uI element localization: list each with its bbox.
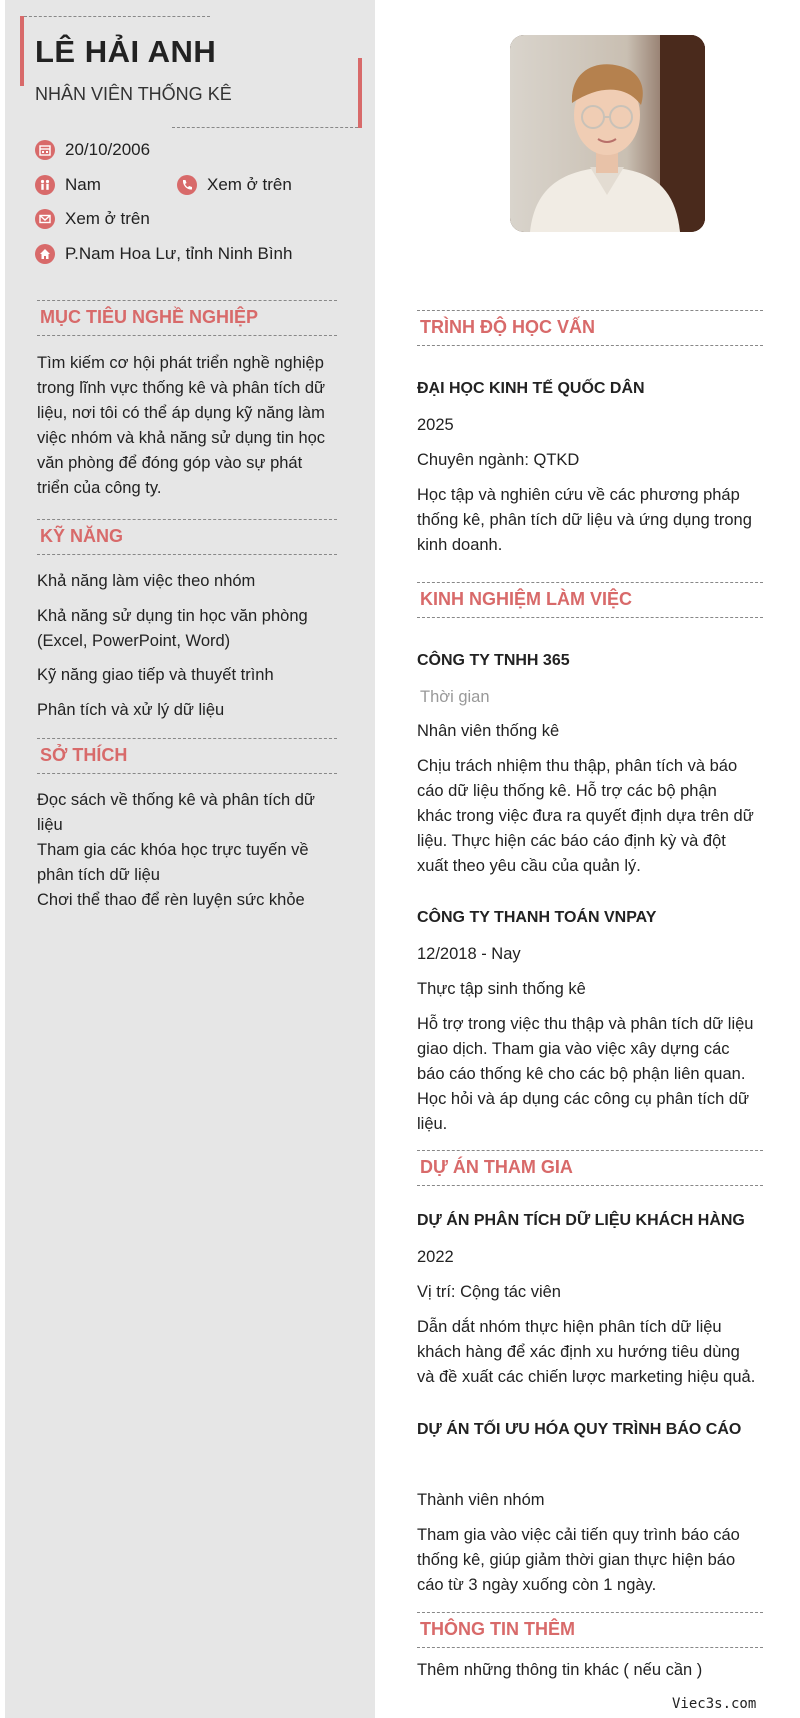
hobbies-text [37,788,337,913]
skills-heading [37,519,337,555]
graduation-year: 2025 [417,416,454,434]
text-line: khác trong việc đưa ra quyết định dựa trên dữ [417,807,754,825]
section-title: KINH NGHIỆM LÀM VIỆC [420,589,633,609]
text-line: Tham gia các khóa học trực tuyến về [37,841,309,859]
skill-item: Khả năng sử dụng tin học văn phòng [37,607,308,625]
skill-item: Phân tích và xử lý dữ liệu [37,701,225,719]
home-icon [35,244,55,264]
project-name: DỰ ÁN TỐI ƯU HÓA QUY TRÌNH BÁO CÁO [417,1421,742,1438]
skill-item: (Excel, PowerPoint, Word) [37,632,231,650]
job-role: Thực tập sinh thống kê [417,980,586,998]
job-role: Nhân viên thống kê [417,722,560,740]
job-desc [417,1012,767,1137]
gender-row [35,175,101,195]
company-name: CÔNG TY THANH TOÁN VNPAY [417,909,657,926]
job-desc [417,754,767,879]
text-line: liệu. Thực hiện các báo cáo định kỳ và đột [417,832,726,850]
text-line: phân tích dữ liệu [37,866,160,884]
objective-heading [37,300,337,336]
extra-text: Thêm những thông tin khác ( nếu cần ) [417,1661,703,1679]
text-line: cáo dữ liệu thống kê. Hỗ trợ các bộ phận [417,782,717,800]
project-year: 2022 [417,1248,454,1266]
phone-icon [177,175,197,195]
text-line: Hỗ trợ trong việc thu thập và phân tích dữ liệu [417,1015,754,1033]
accent-bar-left [20,16,24,86]
section-title: DỰ ÁN THAM GIA [420,1157,573,1177]
text-line: và đề xuất các chiến lược marketing hiệu quả. [417,1368,756,1386]
text-line: văn phòng để đóng góp vào sự phát [37,454,303,472]
job-time: 12/2018 - Nay [417,945,521,963]
hobbies-heading [37,738,337,774]
skill-item: Khả năng làm việc theo nhóm [37,572,256,590]
job-time: Thời gian [420,688,490,706]
email-value: Xem ở trên [65,209,150,228]
project-role: Thành viên nhóm [417,1491,545,1509]
education-heading [417,310,763,346]
project-desc [417,1315,767,1390]
project-desc [417,1523,767,1598]
full-name: LÊ HẢI ANH [35,34,217,69]
text-line: Học hỏi và áp dụng các công cụ phân tích dữ [417,1090,750,1108]
dob-row [35,140,150,160]
text-line: thống kê, phân tích dữ liệu và ứng dụng trong [417,511,752,529]
text-line: báo cáo thống kê cho các bộ phận liên quan. [417,1065,746,1083]
profile-photo [510,35,705,232]
text-line: trong lĩnh vực thống kê và phân tích dữ [37,379,326,397]
text-line: triển của công ty. [37,479,162,497]
text-line: xuất theo yêu cầu của quản lý. [417,857,641,875]
phone-row [177,175,292,195]
projects-heading [417,1150,763,1186]
address-row [35,244,292,264]
accent-bar-right [358,58,362,128]
section-title: TRÌNH ĐỘ HỌC VẤN [420,317,595,337]
company-name: CÔNG TY TNHH 365 [417,652,570,669]
education-desc [417,483,763,558]
address-value: P.Nam Hoa Lư, tỉnh Ninh Bình [65,244,293,263]
experience-heading [417,582,763,618]
text-line: thống kê, giúp giảm thời gian thực hiện báo [417,1551,736,1569]
text-line: cáo từ 3 ngày xuống còn 1 ngày. [417,1576,657,1594]
dob-value: 20/10/2006 [65,140,151,159]
text-line: Chơi thể thao để rèn luyện sức khỏe [37,891,305,909]
email-row [35,209,150,229]
gender-value: Nam [65,175,101,194]
text-line: Dẫn dắt nhóm thực hiện phân tích dữ liệu [417,1318,722,1336]
text-line: liệu, nơi tôi có thể áp dụng kỹ năng làm [37,404,325,422]
section-title: SỞ THÍCH [40,745,128,765]
school-name: ĐẠI HỌC KINH TẾ QUỐC DÂN [417,380,645,397]
footer-watermark: Viec3s.com [672,1696,757,1712]
text-line: Tìm kiếm cơ hội phát triển nghề nghiệp [37,354,324,372]
text-line: Học tập và nghiên cứu về các phương pháp [417,486,740,504]
skill-item: Kỹ năng giao tiếp và thuyết trình [37,666,274,684]
divider [172,127,358,128]
name-block [20,16,362,128]
text-line: việc nhóm và khả năng sử dụng tin học [37,429,326,447]
text-line: giao dịch. Tham gia vào việc xây dựng các [417,1040,730,1058]
text-line: Chịu trách nhiệm thu thập, phân tích và báo [417,757,738,775]
objective-text [37,351,337,501]
job-title: NHÂN VIÊN THỐNG KÊ [35,84,232,104]
text-line: Tham gia vào việc cải tiến quy trình báo cáo [417,1526,740,1544]
divider [24,16,210,17]
project-name: DỰ ÁN PHÂN TÍCH DỮ LIỆU KHÁCH HÀNG [417,1212,745,1229]
section-title: MỤC TIÊU NGHỀ NGHIỆP [40,307,259,327]
text-line: liệu [37,816,63,834]
email-icon [35,209,55,229]
major: Chuyên ngành: QTKD [417,451,580,469]
project-role: Vị trí: Cộng tác viên [417,1283,561,1301]
calendar-icon [35,140,55,160]
text-line: khách hàng để xác định xu hướng tiêu dùng [417,1343,740,1361]
section-title: KỸ NĂNG [40,526,124,546]
text-line: liệu. [417,1115,448,1133]
gender-icon [35,175,55,195]
phone-value: Xem ở trên [207,175,292,194]
section-title: THÔNG TIN THÊM [420,1619,575,1639]
text-line: kinh doanh. [417,536,503,554]
text-line: Đọc sách về thống kê và phân tích dữ [37,791,315,809]
extra-heading [417,1612,763,1648]
